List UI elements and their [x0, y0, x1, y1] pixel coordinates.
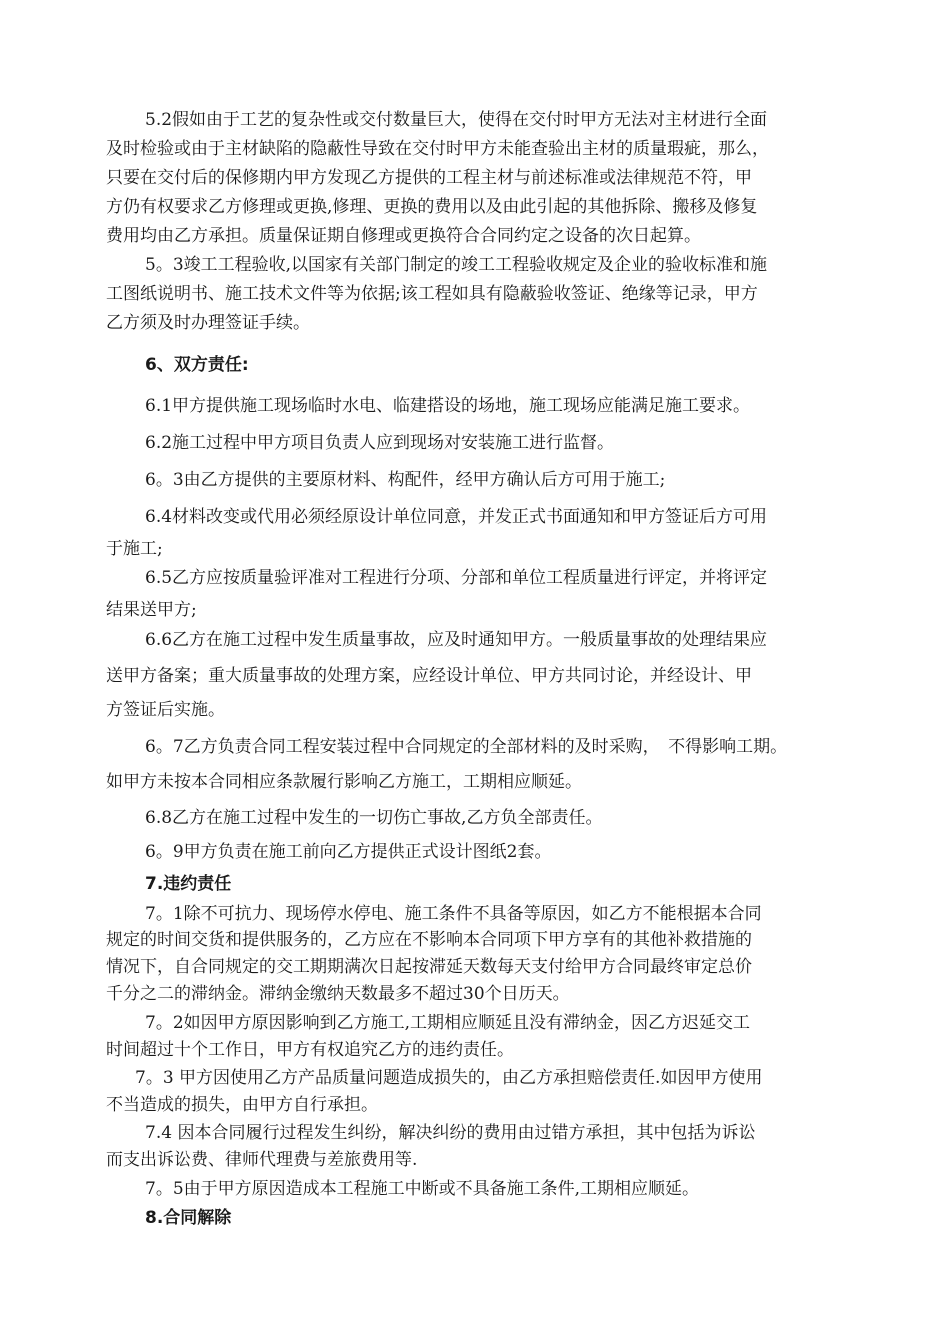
clause-6-5-line-2: 结果送甲方; — [106, 600, 197, 620]
clause-6-3: 6。3由乙方提供的主要原材料、构配件，经甲方确认后方可用于施工; — [145, 470, 666, 490]
clause-6-6-line-1: 6.6乙方在施工过程中发生质量事故，应及时通知甲方。一般质量事故的处理结果应 — [145, 630, 768, 650]
clause-6-9: 6。9甲方负责在施工前向乙方提供正式设计图纸2套。 — [145, 842, 552, 862]
clause-6-2: 6.2施工过程中甲方项目负责人应到现场对安装施工进行监督。 — [145, 433, 615, 453]
clause-6-6-line-3: 方签证后实施。 — [106, 700, 225, 720]
clause-6-5-line-1: 6.5乙方应按质量验评准对工程进行分项、分部和单位工程质量进行评定，并将评定 — [145, 568, 768, 588]
clause-7-3-line-1: 7。3 甲方因使用乙方产品质量问题造成损失的，由乙方承担赔偿责任.如因甲方使用 — [135, 1068, 763, 1088]
clause-7-3-line-2: 不当造成的损失，由甲方自行承担。 — [106, 1095, 378, 1115]
clause-6-6-line-2: 送甲方备案；重大质量事故的处理方案，应经设计单位、甲方共同讨论，并经设计、甲 — [106, 666, 752, 686]
clause-5-2-line-4: 方仍有权要求乙方修理或更换,修理、更换的费用以及由此引起的其他拆除、搬移及修复 — [106, 197, 758, 217]
clause-7-4-line-2: 而支出诉讼费、律师代理费与差旅费用等. — [106, 1150, 418, 1170]
clause-7-1-line-1: 7。1除不可抗力、现场停水停电、施工条件不具备等原因，如乙方不能根据本合同 — [145, 904, 762, 924]
clause-7-1-line-3: 情况下，自合同规定的交工期期满次日起按滞延天数每天支付给甲方合同最终审定总价 — [106, 957, 752, 977]
clause-6-8: 6.8乙方在施工过程中发生的一切伤亡事故,乙方负全部责任。 — [145, 808, 603, 828]
clause-7-5: 7。5由于甲方原因造成本工程施工中断或不具备施工条件,工期相应顺延。 — [145, 1179, 700, 1199]
clause-6-4-line-2: 于施工; — [106, 539, 163, 559]
clause-7-4-line-1: 7.4 因本合同履行过程发生纠纷，解决纠纷的费用由过错方承担，其中包括为诉讼 — [145, 1123, 756, 1143]
clause-7-2-line-1: 7。2如因甲方原因影响到乙方施工,工期相应顺延且没有滞纳金，因乙方迟延交工 — [145, 1013, 751, 1033]
clause-7-2-line-2: 时间超过十个工作日，甲方有权追究乙方的违约责任。 — [106, 1040, 514, 1060]
clause-5-3-line-1: 5。3竣工工程验收,以国家有关部门制定的竣工工程验收规定及企业的验收标准和施 — [145, 255, 768, 275]
clause-6-4-line-1: 6.4材料改变或代用必须经原设计单位同意，并发正式书面通知和甲方签证后方可用 — [145, 507, 768, 527]
clause-7-1-line-2: 规定的时间交货和提供服务的，乙方应在不影响本合同项下甲方享有的其他补救措施的 — [106, 930, 752, 950]
clause-5-2-line-1: 5.2假如由于工艺的复杂性或交付数量巨大，使得在交付时甲方无法对主材进行全面 — [145, 110, 768, 130]
clause-6-7-line-1: 6。7乙方负责合同工程安装过程中合同规定的全部材料的及时采购， 不得影响工期。 — [145, 737, 788, 757]
section-8-heading: 8.合同解除 — [145, 1208, 232, 1228]
clause-5-2-line-5: 费用均由乙方承担。质量保证期自修理或更换符合合同约定之设备的次日起算。 — [106, 226, 701, 246]
section-7-heading: 7.违约责任 — [145, 874, 232, 894]
clause-6-7-line-2: 如甲方未按本合同相应条款履行影响乙方施工，工期相应顺延。 — [106, 772, 582, 792]
section-6-heading: 6、双方责任: — [145, 355, 249, 375]
clause-7-1-line-4: 千分之二的滞纳金。滞纳金缴纳天数最多不超过30个日历天。 — [106, 984, 570, 1004]
clause-5-3-line-3: 乙方须及时办理签证手续。 — [106, 313, 310, 333]
clause-5-2-line-2: 及时检验或由于主材缺陷的隐蔽性导致在交付时甲方未能查验出主材的质量瑕疵，那么， — [106, 139, 769, 159]
clause-6-1: 6.1甲方提供施工现场临时水电、临建搭设的场地，施工现场应能满足施工要求。 — [145, 396, 751, 416]
clause-5-2-line-3: 只要在交付后的保修期内甲方发现乙方提供的工程主材与前述标准或法律规范不符，甲 — [106, 168, 752, 188]
clause-5-3-line-2: 工图纸说明书、施工技术文件等为依据;该工程如具有隐蔽验收签证、绝缘等记录，甲方 — [106, 284, 758, 304]
